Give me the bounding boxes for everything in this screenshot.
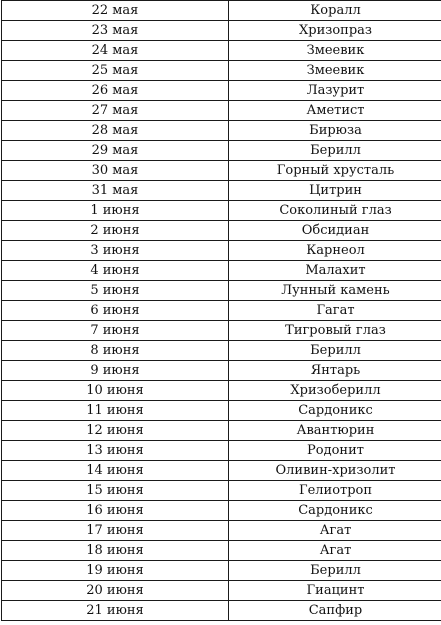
date-cell: 25 мая [2,61,229,81]
stone-cell: Змеевик [229,61,441,81]
table-row [2,161,441,181]
stone-cell: Агат [229,521,441,541]
stone-cell: Хризопраз [229,21,441,41]
date-cell: 6 июня [2,301,229,321]
stone-cell: Тигровый глаз [229,321,441,341]
stone-cell: Берилл [229,341,441,361]
table-row [2,361,441,381]
stone-cell: Бирюза [229,121,441,141]
date-cell: 19 июня [2,561,229,581]
date-cell: 9 июня [2,361,229,381]
table-body [2,1,441,621]
stone-cell: Аметист [229,101,441,121]
table-row [2,221,441,241]
table-row [2,281,441,301]
table-row [2,561,441,581]
date-cell: 12 июня [2,421,229,441]
table-row [2,421,441,441]
table-row [2,241,441,261]
table-row [2,321,441,341]
table-row [2,401,441,421]
stone-cell: Гагат [229,301,441,321]
stone-cell: Сардоникс [229,501,441,521]
date-cell: 27 мая [2,101,229,121]
table-row [2,381,441,401]
date-cell: 15 июня [2,481,229,501]
date-cell: 30 мая [2,161,229,181]
date-cell: 22 мая [2,1,229,21]
date-cell: 1 июня [2,201,229,221]
table-row [2,201,441,221]
stone-cell: Змеевик [229,41,441,61]
date-cell: 10 июня [2,381,229,401]
table-row [2,601,441,621]
stone-cell: Сапфир [229,601,441,621]
table-row [2,301,441,321]
stone-cell: Авантюрин [229,421,441,441]
table-row [2,501,441,521]
table-row [2,121,441,141]
date-cell: 14 июня [2,461,229,481]
stone-cell: Берилл [229,561,441,581]
table-row [2,481,441,501]
stone-cell: Цитрин [229,181,441,201]
stone-cell: Лазурит [229,81,441,101]
date-cell: 7 июня [2,321,229,341]
stone-cell: Малахит [229,261,441,281]
date-cell: 31 мая [2,181,229,201]
table-row [2,101,441,121]
table-row [2,261,441,281]
stone-cell: Берилл [229,141,441,161]
stone-cell: Родонит [229,441,441,461]
date-cell: 5 июня [2,281,229,301]
table-row [2,21,441,41]
date-cell: 2 июня [2,221,229,241]
stone-cell: Карнеол [229,241,441,261]
table-row [2,461,441,481]
date-cell: 4 июня [2,261,229,281]
stone-cell: Янтарь [229,361,441,381]
table-row [2,581,441,601]
birthstone-table [1,0,441,621]
stone-cell: Горный хрусталь [229,161,441,181]
stone-cell: Сардоникс [229,401,441,421]
date-cell: 18 июня [2,541,229,561]
table-row [2,521,441,541]
date-cell: 11 июня [2,401,229,421]
table-row [2,41,441,61]
date-cell: 13 июня [2,441,229,461]
stone-cell: Лунный камень [229,281,441,301]
date-cell: 26 мая [2,81,229,101]
table-row [2,441,441,461]
date-cell: 3 июня [2,241,229,261]
date-cell: 16 июня [2,501,229,521]
stone-cell: Гелиотроп [229,481,441,501]
table-row [2,541,441,561]
stone-cell: Гиацинт [229,581,441,601]
stone-cell: Агат [229,541,441,561]
date-cell: 28 мая [2,121,229,141]
date-cell: 29 мая [2,141,229,161]
date-cell: 23 мая [2,21,229,41]
date-cell: 8 июня [2,341,229,361]
stone-cell: Хризоберилл [229,381,441,401]
table-row [2,341,441,361]
table-row [2,61,441,81]
stone-cell: Оливин-хризолит [229,461,441,481]
stone-cell: Соколиный глаз [229,201,441,221]
table-row [2,1,441,21]
date-cell: 21 июня [2,601,229,621]
stone-cell: Коралл [229,1,441,21]
date-cell: 24 мая [2,41,229,61]
table-row [2,181,441,201]
table-row [2,141,441,161]
stone-cell: Обсидиан [229,221,441,241]
date-cell: 20 июня [2,581,229,601]
date-cell: 17 июня [2,521,229,541]
table-row [2,81,441,101]
